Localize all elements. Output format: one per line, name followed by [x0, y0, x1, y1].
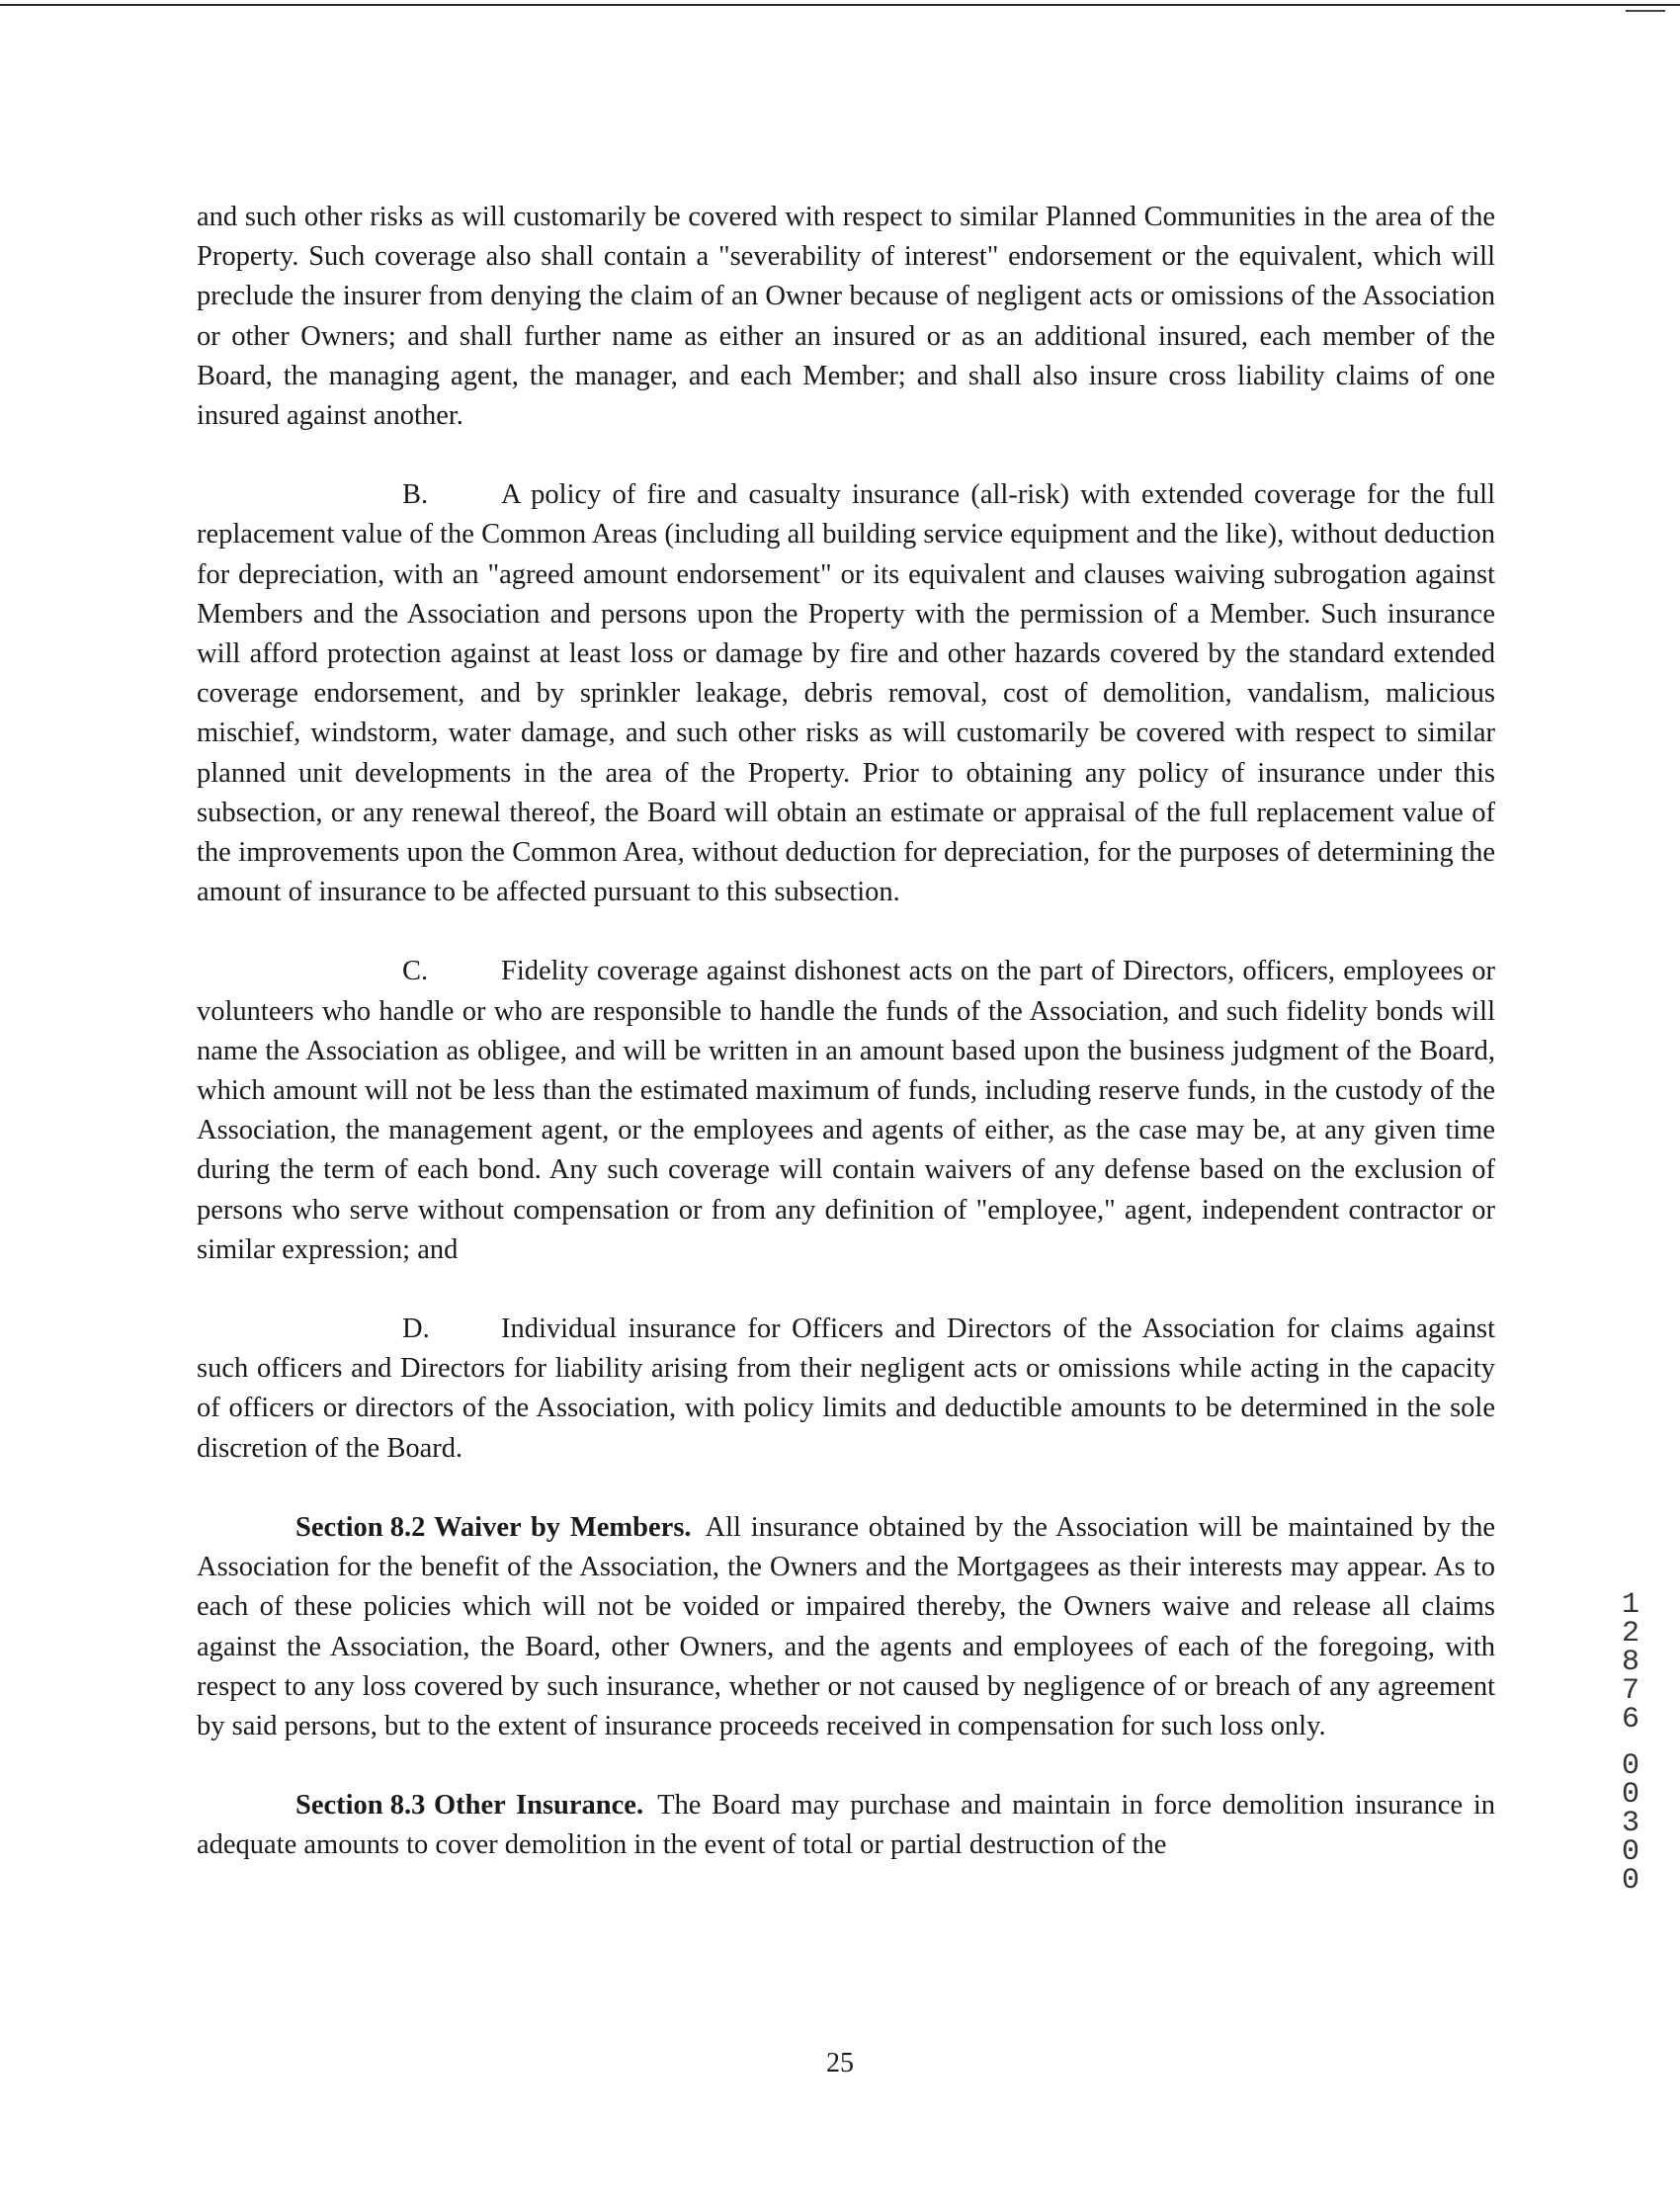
continuation-paragraph: and such other risks as will customarily be covered with respect to similar Planned Communities in the area of the Property. Such coverage also shall contain a "severability of interest" endorsement or the equivalent, which will preclude the insurer from denying the claim of an Owner because of negligent acts or omissions of the Association or other Owners; and shall further name as either an insured or as an additional insured, each member of the Board, the managing agent, the manager, and each Member; and shall also insure cross liability claims of one insured against another.: [197, 202, 1495, 432]
section-8-3: [197, 1786, 1495, 1865]
recording-stamp-char: 0: [1621, 1749, 1639, 1783]
recording-stamp-char: 8: [1621, 1646, 1639, 1679]
section-8-2-number: Section 8.2: [295, 1511, 426, 1543]
item-d-text: Individual insurance for Officers and Directors of the Association for claims against such officers and Directors for liability arising from their negligent acts or omissions while acting in the capacity of officers or directors of the Association, with policy limits and deductible amounts to be determined in the sole discretion of the Board.: [197, 1314, 1495, 1464]
recording-stamp-char: 1: [1621, 1588, 1639, 1622]
recording-stamp-char: 7: [1621, 1674, 1639, 1708]
page-body: [197, 198, 1495, 1906]
section-8-2-text: All insurance obtained by the Association will be maintained by the Association for the benefit of the Association, the Owners and the Mortgagees as their interests may appear. As to each of these policies which will not be voided or impaired thereby, the Owners waive and release all claims against the Association, the Board, other Owners, and the agents and employees of each of the foregoing, with respect to any loss covered by such insurance, whether or not caused by negligence of or breach of any agreement by said persons, but to the extent of insurance proceeds received in compensation for such loss only.: [197, 1511, 1495, 1741]
recording-stamp-char: 0: [1621, 1778, 1639, 1812]
item-b: [197, 475, 1495, 912]
section-8-3-text: The Board may purchase and maintain in force demolition insurance in adequate amounts to cover demolition in the event of total or partial destruction of the: [197, 1790, 1495, 1861]
top-rule: [0, 4, 1680, 6]
recording-stamp: [1609, 1588, 1652, 1898]
recording-stamp-line2: [1609, 1749, 1652, 1898]
section-8-3-title: Other Insurance.: [434, 1790, 644, 1822]
item-b-label: B.: [402, 479, 429, 511]
section-8-2-title: Waiver by Members.: [434, 1511, 692, 1543]
item-c-text: Fidelity coverage against dishonest acts on the part of Directors, officers, employees or volunteers who handle or who are responsible to handle the funds of the Association, and such fidelity bonds will name the Association as obligee, and will be written in an amount based upon the business judgment of the Board, which amount will not be less than the estimated maximum of funds, including reserve funds, in the custody of the Association, the management agent, or the employees and agents of either, as the case may be, at any given time during the term of each bond. Any such coverage will contain waivers of any defense based on the exclusion of persons who serve without compensation or from any definition of "employee," agent, independent contractor or similar expression; and: [197, 956, 1495, 1265]
top-rule-tick: [1626, 10, 1665, 12]
page-number: 25: [826, 2048, 854, 2078]
section-8-3-number: Section 8.3: [295, 1790, 426, 1822]
recording-stamp-char: 0: [1621, 1864, 1639, 1898]
recording-stamp-char: 0: [1621, 1835, 1639, 1869]
recording-stamp-line1: [1609, 1588, 1652, 1737]
item-d-label: D.: [402, 1314, 430, 1345]
recording-stamp-char: 3: [1621, 1807, 1639, 1840]
section-8-2: [197, 1508, 1495, 1746]
item-b-text: A policy of fire and casualty insurance (all-risk) with extended coverage for the full replacement value of the Common Areas (including all building service equipment and the like), without deduction for depreciation, with an "agreed amount endorsement" or its equivalent and clauses waiving subrogation against Members and the Association and persons upon the Property with the permission of a Member. Such insurance will afford protection against at least loss or damage by fire and other hazards covered by the standard extended coverage endorsement, and by sprinkler leakage, debris removal, cost of demolition, vandalism, malicious mischief, windstorm, water damage, and such other risks as will customarily be covered with respect to similar planned unit developments in the area of the Property. Prior to obtaining any policy of insurance under this subsection, or any renewal thereof, the Board will obtain an estimate or appraisal of the full replacement value of the improvements upon the Common Area, without deduction for depreciation, for the purposes of determining the amount of insurance to be affected pursuant to this subsection.: [197, 479, 1495, 908]
recording-stamp-char: 6: [1621, 1703, 1639, 1737]
item-d: [197, 1310, 1495, 1469]
recording-stamp-char: 2: [1621, 1617, 1639, 1651]
item-c-label: C.: [402, 956, 429, 987]
item-c: [197, 952, 1495, 1270]
